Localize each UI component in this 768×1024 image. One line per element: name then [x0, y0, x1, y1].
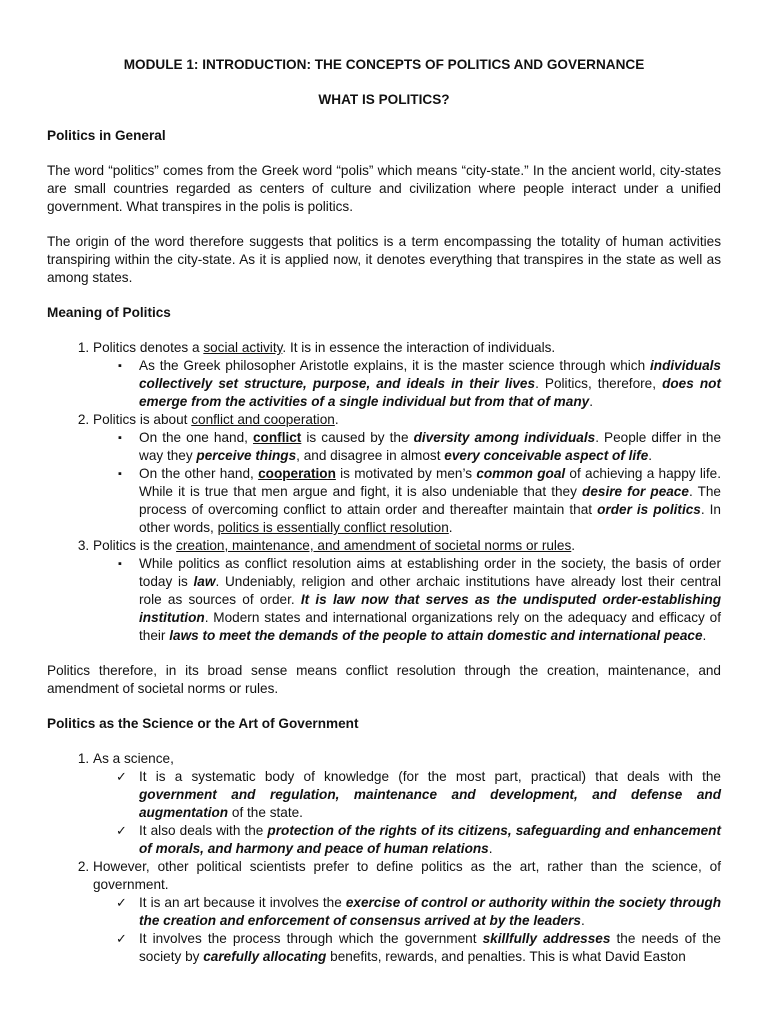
art-item: 2. However, other political scientists prefer to define politics as the art, rather than the science, of government. ✓ It is an art because it involves the exercise of control or authority within the society through the creation and enforcement of consensus arrived at by the leaders. ✓ It involves the process through which the government skillfully addresses the needs of the society by carefully allocating benefits, rewards, and penalties. This is what David Easton [93, 858, 721, 966]
section-heading-science-or-art: Politics as the Science or the Art of Government [47, 716, 359, 731]
section-heading-meaning-of-politics: Meaning of Politics [47, 305, 171, 320]
meaning-item-social-activity: 1. Politics denotes a social activity. It is in essence the interaction of individuals. ▪ As the Greek philosopher Aristotle explains, it is the master science through which individuals collectively set structure, purpose, and ideals in their lives. Politics, therefore, does not emerge from the activities of a single individual but from that of many. [93, 339, 721, 411]
bullet-list [93, 357, 721, 411]
bullet-law: ▪ While politics as conflict resolution aims at establishing order in the society, the basis of order today is law. Undeniably, religion and other archaic institutions have already lost their central role as sources of order. It is law now that serves as the undisputed order-establishing institution. Modern states and international organizations rely on the adequacy and efficacy of their laws to meet the demands of the people to attain domestic and international peace. [139, 555, 721, 645]
paragraph-origin-meaning: The origin of the word therefore suggests that politics is a term encompassing the totality of human activities transpiring within the city-state. As it is applied now, it denotes everything that transpires in the state as well as among states. [47, 234, 721, 285]
bullet-cooperation: ▪ On the other hand, cooperation is motivated by men’s common goal of achieving a happy life. While it is true that men argue and fight, it is also undeniable that they desire for peace. The process of overcoming conflict to attain order and thereafter maintain that order is politics. In other words, politics is essentially conflict resolution. [139, 465, 721, 537]
check-item-systematic: ✓ It is a systematic body of knowledge (for the most part, practical) that deals with the government and regulation, maintenance and development, and defense and augmentation of the state. [139, 768, 721, 822]
document-subtitle: WHAT IS POLITICS? [318, 92, 450, 107]
check-item-allocation: ✓ It involves the process through which the government skillfully addresses the needs of the society by carefully allocating benefits, rewards, and penalties. This is what David Easton [139, 930, 721, 966]
bullet-aristotle: ▪ As the Greek philosopher Aristotle explains, it is the master science through which individuals collectively set structure, purpose, and ideals in their lives. Politics, therefore, does not emerge from the activities of a single individual but from that of many. [139, 357, 721, 411]
bullet-conflict: ▪ On the one hand, conflict is caused by the diversity among individuals. People differ in the way they perceive things, and disagree in almost every conceivable aspect of life. [139, 429, 721, 465]
paragraph-conclusion: Politics therefore, in its broad sense means conflict resolution through the creation, maintenance, and amendment of societal norms or rules. [47, 663, 721, 696]
meaning-item-conflict-cooperation: 2. Politics is about conflict and cooperation. ▪ On the one hand, conflict is caused by the diversity among individuals. People differ in the way they perceive things, and disagree in almost every conceivable aspect of life. ▪ On the other hand, cooperation is motivated by men’s common goal of achieving a happy life. While it is true that men argue and fight, it is also undeniable that they desire for peace. The process of overcoming conflict to attain order and thereafter maintain that order is politics. In other words, politics is essentially conflict resolution. [93, 411, 721, 537]
meaning-item-norms: 3. Politics is the creation, maintenance, and amendment of societal norms or rules. ▪ While politics as conflict resolution aims at establishing order in the society, the basis of order today is law. Undeniably, religion and other archaic institutions have already lost their central role as sources of order. It is law now that serves as the undisputed order-establishing institution. Modern states and international organizations rely on the adequacy and efficacy of their laws to meet the demands of the people to attain domestic and international peace. [93, 537, 721, 645]
check-item-control: ✓ It is an art because it involves the exercise of control or authority within the society through the creation and enforcement of consensus arrived at by the leaders. [139, 894, 721, 930]
document-title: MODULE 1: INTRODUCTION: THE CONCEPTS OF POLITICS AND GOVERNANCE [123, 57, 645, 72]
check-list [93, 768, 721, 858]
science-item: 1. As a science, ✓ It is a systematic body of knowledge (for the most part, practical) that deals with the government and regulation, maintenance and development, and defense and augmentation of the state. ✓ It also deals with the protection of the rights of its citizens, safeguarding and enhancement of morals, and harmony and peace of human relations. [93, 750, 721, 858]
bullet-list [93, 555, 721, 645]
meaning-list [47, 339, 721, 645]
paragraph-polis-origin: The word “politics” comes from the Greek word “polis” which means “city-state.” In the ancient world, city-states are small countries regarded as centers of culture and civilization where people interact under a unified government. What transpires in the polis is politics. [47, 163, 721, 214]
check-item-protection: ✓ It also deals with the protection of the rights of its citizens, safeguarding and enhancement of morals, and harmony and peace of human relations. [139, 822, 721, 858]
section-heading-politics-in-general: Politics in General [47, 128, 166, 143]
bullet-list [93, 429, 721, 537]
check-list [93, 894, 721, 966]
science-art-list [47, 750, 721, 966]
